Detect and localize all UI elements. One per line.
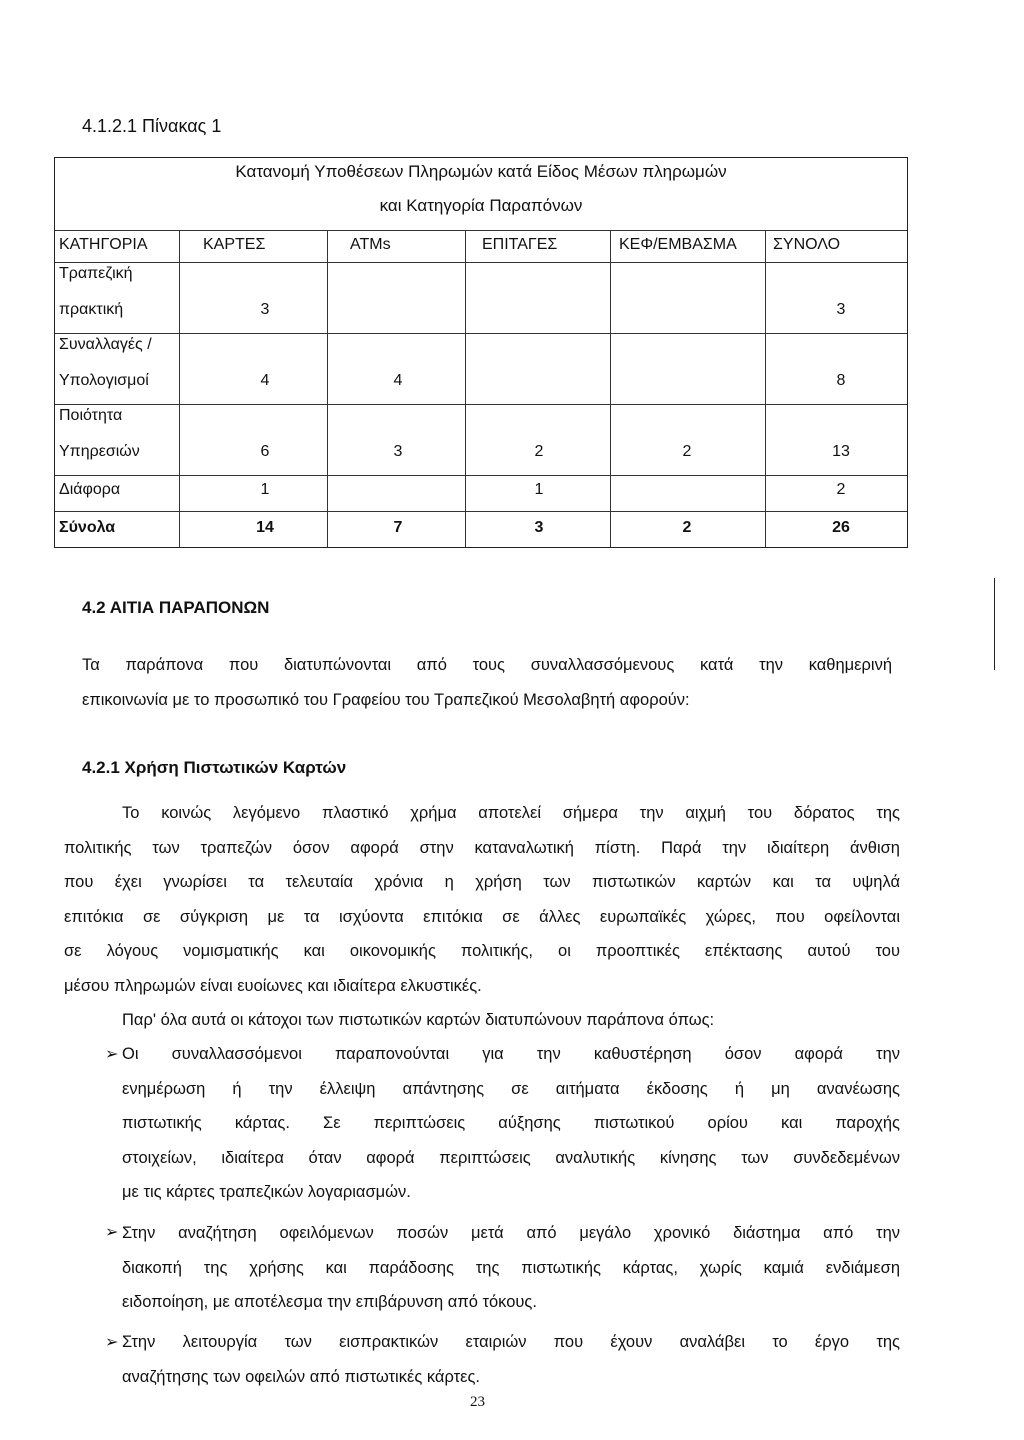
cell-atms: 4 bbox=[393, 372, 403, 389]
bullet-line: με τις κάρτες τραπεζικών λογαριασμών. bbox=[122, 1183, 411, 1201]
table-col-rule bbox=[610, 230, 611, 547]
header-total: ΣΥΝΟΛΟ bbox=[773, 236, 841, 253]
header-transfers: ΚΕΦ/ΕΜΒΑΣΜΑ bbox=[619, 236, 737, 253]
cell-transfers: 2 bbox=[682, 443, 692, 460]
row-label: Υπολογισμοί bbox=[59, 372, 149, 389]
paragraph-intro: Παρ' όλα αυτά οι κάτοχοι των πιστωτικών καρτών διατυπώνουν παράπονα όπως: bbox=[122, 1011, 715, 1029]
table-rule bbox=[55, 404, 907, 405]
paragraph-line: σε λόγους νομισματικής και οικονομικής πολιτικής, οι προοπτικές επέκτασης αυτού του bbox=[64, 942, 900, 960]
bullet-line: στοιχείων, ιδιαίτερα όταν αφορά περιπτώσεις αναλυτικής κίνησης των συνδεδεμένων bbox=[122, 1148, 900, 1167]
bullet-line: διακοπή της χρήσης και παράδοσης της πιστωτικής κάρτας, χωρίς καμιά ενδιάμεση bbox=[122, 1258, 900, 1277]
page-number: 23 bbox=[470, 1394, 485, 1410]
row-label: Διάφορα bbox=[59, 481, 121, 498]
paragraph-line: Το κοινώς λεγόμενο πλαστικό χρήμα αποτελεί σήμερα την αιχμή του δόρατος της bbox=[122, 804, 900, 822]
section-421-paragraph bbox=[64, 796, 900, 1038]
bullet-line: Στην αναζήτηση οφειλόμενων ποσών μετά από μεγάλο χρονικό διάστημα από την bbox=[122, 1224, 900, 1242]
header-cards: ΚΑΡΤΕΣ bbox=[203, 236, 266, 253]
cell-total: 8 bbox=[836, 372, 846, 389]
table-col-rule bbox=[765, 230, 766, 547]
cell-total: 2 bbox=[836, 481, 846, 498]
margin-rule bbox=[994, 578, 995, 670]
row-label: Ποιότητα bbox=[59, 407, 123, 424]
cell-atms-total: 7 bbox=[393, 519, 403, 536]
table-caption-line2: και Κατηγορία Παραπόνων bbox=[379, 196, 583, 215]
table-col-rule bbox=[465, 230, 466, 547]
bullet-line: αναζήτησης των οφειλών από πιστωτικές κάρτες. bbox=[122, 1367, 481, 1386]
bullet-arrow-icon: ➢ bbox=[105, 1224, 119, 1241]
bullet-line: Οι συναλλασσόμενοι παραπονούνται για την καθυστέρηση όσον αφορά την bbox=[122, 1045, 900, 1063]
bullet-item bbox=[122, 1325, 900, 1394]
header-cheques: ΕΠΙΤΑΓΕΣ bbox=[482, 236, 558, 253]
paragraph-line: μέσου πληρωμών είναι ευοίωνες και ιδιαίτερα ελκυστικές. bbox=[64, 976, 482, 995]
cell-grand-total: 26 bbox=[832, 519, 850, 536]
bullet-arrow-icon: ➢ bbox=[105, 1334, 119, 1351]
table-rule bbox=[55, 475, 907, 476]
bullet-item bbox=[122, 1037, 900, 1210]
bullet-line: ειδοποίηση, με αποτέλεσμα την επιβάρυνση από τόκους. bbox=[122, 1293, 537, 1311]
cell-atms: 3 bbox=[393, 443, 403, 460]
section-42-paragraph bbox=[82, 648, 892, 717]
row-label: πρακτική bbox=[59, 301, 124, 318]
row-label: Τραπεζική bbox=[59, 265, 133, 282]
bullet-line: Στην λειτουργία των εισπρακτικών εταιριών που έχουν αναλάβει το έργο της bbox=[122, 1333, 900, 1351]
cell-cards: 1 bbox=[260, 481, 270, 498]
row-label: Συναλλαγές / bbox=[59, 336, 152, 353]
complaints-table bbox=[54, 157, 908, 548]
section-42-heading: 4.2 ΑΙΤΙΑ ΠΑΡΑΠΟΝΩΝ bbox=[82, 598, 270, 617]
bullet-item bbox=[122, 1216, 900, 1320]
cell-total: 3 bbox=[836, 301, 846, 318]
cell-cards: 4 bbox=[260, 372, 270, 389]
table-col-rule bbox=[179, 230, 180, 547]
paragraph-line: Τα παράπονα που διατυπώνονται από τους συναλλασσόμενους κατά την καθημερινή bbox=[82, 656, 892, 674]
paragraph-line: που έχει γνωρίσει τα τελευταία χρόνια η χρήση των πιστωτικών καρτών και τα υψηλά bbox=[64, 873, 900, 891]
totals-label: Σύνολα bbox=[59, 519, 116, 536]
cell-transfers-total: 2 bbox=[682, 519, 692, 536]
table-rule bbox=[55, 333, 907, 334]
cell-cards: 6 bbox=[260, 443, 270, 460]
cell-cards-total: 14 bbox=[256, 519, 274, 536]
bullet-line: πιστωτικής κάρτας. Σε περιπτώσεις αύξησης πιστωτικού ορίου και παροχής bbox=[122, 1114, 900, 1132]
paragraph-line: επικοινωνία με το προσωπικό του Γραφείου του Τραπεζικού Μεσολαβητή αφορούν: bbox=[82, 690, 690, 709]
cell-cheques-total: 3 bbox=[534, 519, 544, 536]
table-rule bbox=[55, 230, 907, 231]
row-label: Υπηρεσιών bbox=[59, 443, 140, 460]
header-category: ΚΑΤΗΓΟΡΙΑ bbox=[59, 236, 148, 253]
bullet-line: ενημέρωση ή την έλλειψη απάντησης σε αιτήματα έκδοσης ή μη ανανέωσης bbox=[122, 1079, 900, 1098]
table-rule bbox=[55, 511, 907, 512]
section-title: 4.1.2.1 Πίνακας 1 bbox=[82, 116, 222, 136]
cell-cheques: 2 bbox=[534, 443, 544, 460]
paragraph-line: επιτόκια σε σύγκριση με τα ισχύοντα επιτόκια σε άλλες ευρωπαϊκές χώρες, που οφείλονται bbox=[64, 907, 900, 926]
header-atms: ATMs bbox=[350, 236, 391, 253]
section-421-heading: 4.2.1 Χρήση Πιστωτικών Καρτών bbox=[82, 758, 347, 777]
cell-total: 13 bbox=[832, 443, 850, 460]
table-caption-line1: Κατανομή Υποθέσεων Πληρωμών κατά Είδος Μέσων πληρωμών bbox=[235, 162, 727, 181]
cell-cards: 3 bbox=[260, 301, 270, 318]
table-col-rule bbox=[327, 230, 328, 547]
paragraph-line: πολιτικής των τραπεζών όσον αφορά στην καταναλωτική πίστη. Παρά την ιδιαίτερη άνθιση bbox=[64, 838, 900, 857]
cell-cheques: 1 bbox=[534, 481, 544, 498]
table-rule bbox=[55, 262, 907, 263]
bullet-arrow-icon: ➢ bbox=[105, 1046, 119, 1063]
